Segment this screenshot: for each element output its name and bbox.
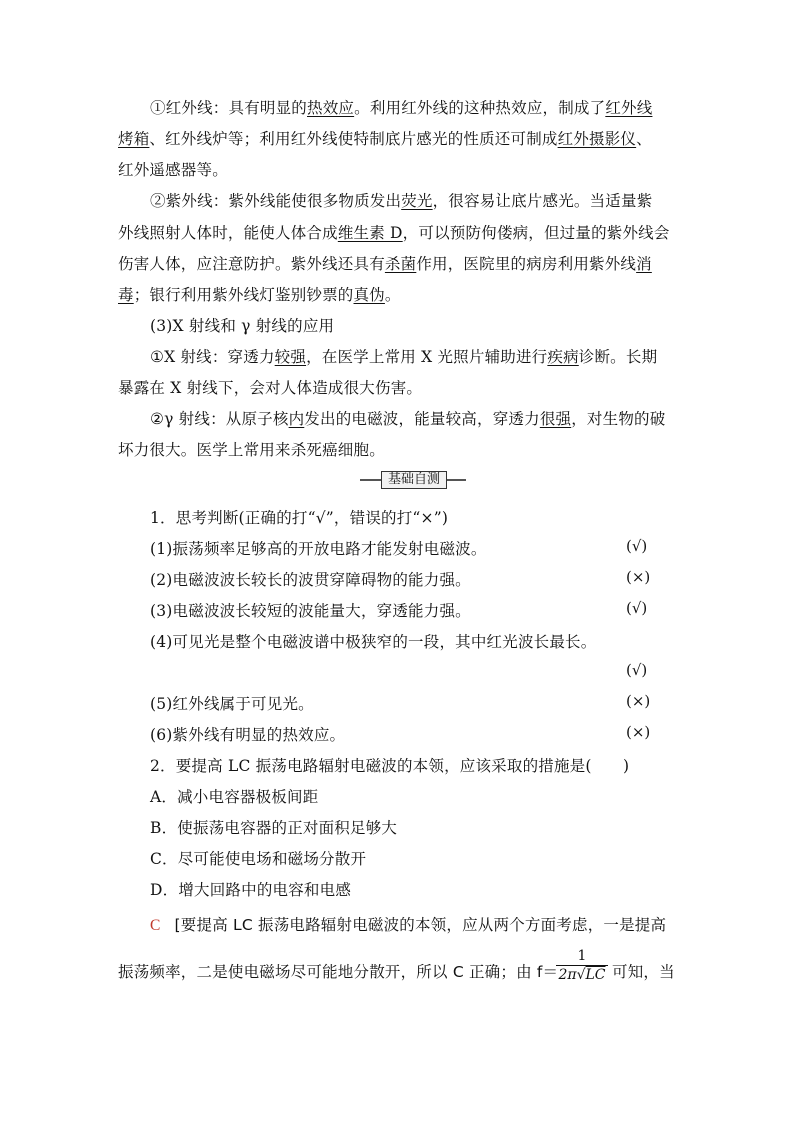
q2-explanation-line2a: 振荡频率，二是使电磁场尽可能地分散开，所以 C 正确；由 f＝	[118, 963, 559, 981]
q2-explanation-line1: C [要提高 LC 振荡电路辐射电磁波的本领，应从两个方面考虑，一是提高	[150, 916, 667, 934]
q1-item-6-mark: (×)	[626, 723, 651, 741]
frequency-formula-fraction	[556, 948, 608, 983]
para-infrared-line1: ①红外线：具有明显的热效应。利用红外线的这种热效应，制成了红外线	[150, 99, 653, 117]
fraction-denominator: 2π√LC	[558, 967, 606, 983]
para-xray-line1: ①X 射线：穿透力较强，在医学上常用 X 光照片辅助进行疾病诊断。长期	[150, 348, 658, 366]
para-infrared-line3: 红外遥感器等。	[118, 161, 228, 179]
banner-rule-right	[447, 479, 466, 481]
banner-rule-left	[360, 479, 381, 481]
q1-item-4: (4)可见光是整个电磁波谱中极狭窄的一段，其中红光波长最长。	[150, 633, 597, 651]
q1-item-5-mark: (×)	[626, 692, 651, 710]
q1-item-1: (1)振荡频率足够高的开放电路才能发射电磁波。	[150, 540, 487, 558]
q1-item-4-mark: (√)	[626, 661, 648, 679]
q2-answer-letter: C	[150, 917, 161, 934]
q1-item-1-mark: (√)	[626, 537, 648, 555]
sqrt-icon: √	[576, 967, 586, 983]
para-gamma-line2: 坏力很大。医学上常用来杀死癌细胞。	[118, 441, 385, 459]
q2-option-b: B．使振荡电容器的正对面积足够大	[150, 819, 398, 837]
q1-item-3: (3)电磁波波长较短的波能量大，穿透能力强。	[150, 602, 471, 620]
q1-item-2: (2)电磁波波长较长的波贯穿障碍物的能力强。	[150, 571, 471, 589]
q2-stem: 2．要提高 LC 振荡电路辐射电磁波的本领，应该采取的措施是( )	[150, 757, 630, 775]
q1-item-6: (6)紫外线有明显的热效应。	[150, 726, 346, 744]
section-heading-xray-gamma: (3)X 射线和 γ 射线的应用	[150, 317, 335, 335]
para-infrared-line2: 烤箱、红外线炉等；利用红外线使特制底片感光的性质还可制成红外摄影仪、	[118, 130, 652, 148]
q2-option-c: C．尽可能使电场和磁场分散开	[150, 850, 367, 868]
para-uv-line1: ②紫外线：紫外线能使很多物质发出荧光，很容易让底片感光。当适量紫	[150, 192, 653, 210]
para-uv-line3: 伤害人体，应注意防护。紫外线还具有杀菌作用，医院里的病房利用紫外线消	[118, 255, 652, 273]
para-xray-line2: 暴露在 X 射线下，会对人体造成很大伤害。	[118, 379, 423, 397]
fraction-numerator: 1	[556, 948, 608, 966]
q1-item-5: (5)红外线属于可见光。	[150, 695, 314, 713]
q1-item-2-mark: (×)	[626, 568, 651, 586]
banner-title: 基础自测	[381, 471, 447, 489]
para-uv-line4: 毒；银行利用紫外线灯鉴别钞票的真伪。	[118, 286, 401, 304]
para-uv-line2: 外线照射人体时，能使人体合成维生素 D，可以预防佝偻病，但过量的紫外线会	[118, 224, 670, 242]
q1-stem: 1．思考判断(正确的打“√”，错误的打“×”)	[150, 509, 449, 527]
q2-explanation-line2b: 可知，当	[612, 963, 675, 981]
q1-item-3-mark: (√)	[626, 599, 648, 617]
section-banner	[360, 471, 466, 489]
para-gamma-line1: ②γ 射线：从原子核内发出的电磁波，能量较高，穿透力很强，对生物的破	[150, 410, 666, 428]
q2-option-d: D．增大回路中的电容和电感	[150, 881, 352, 899]
q2-option-a: A．减小电容器极板间距	[150, 788, 319, 806]
